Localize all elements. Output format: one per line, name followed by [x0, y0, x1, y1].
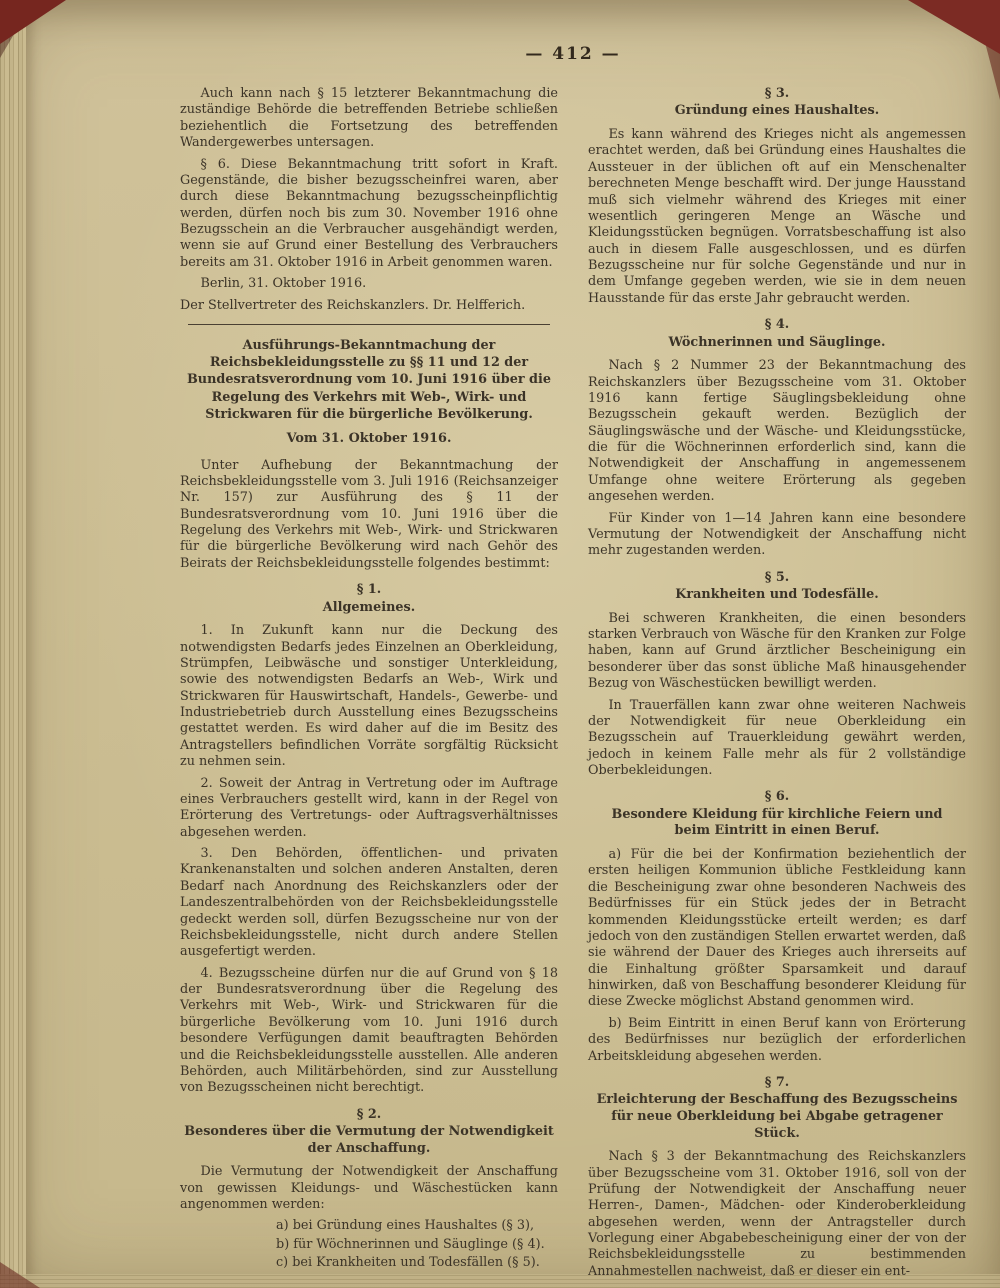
signature: Der Stellvertreter des Reichskanzlers. Dr. Helfferich. — [180, 297, 526, 313]
list-item: c) bei Krankheiten und Todesfällen (§ 5). — [276, 1255, 540, 1271]
paragraph: a) Für die bei der Konfirmation beziehentlich der ersten heiligen Kommunion übliche Festkleidung kann die Bescheinigung zwar ohne besonderen Nachweis des Bedürfnisses für ein Stück jedes der in Betracht kommenden Kleidungsstücke erteilt werden; es darf jedoch von den zuständigen Stellen erwartet werden, daß sie während der Dauer des Krieges auch ihrerseits auf die Einhaltung größter Sparsamkeit und darauf hinwirken, daß von Beschaffung besonderer Kleidung für diese Zwecke möglichst Abstand genommen wird. — [588, 847, 966, 1010]
paragraph: Nach § 3 der Bekanntmachung des Reichskanzlers über Bezugsscheine vom 31. Oktober 1916, soll von der Prüfung der Notwendigkeit der Anschaffung neuer Herren-, Damen-, Mädchen- oder Kinderoberkleidung abgesehen werden, wenn der Antragsteller durch Vorlegung einer Abgabebescheinigung einer der von der Reichsbekleidungsstelle zu bestimmenden Annahmestellen nachweist, daß er dieser ein ent- — [588, 1149, 966, 1279]
paragraph: Auch kann nach § 15 letzterer Bekanntmachung die zuständige Behörde die betreffenden Betriebe schließen beziehentlich die Fortsetzung des betreffenden Wandergewerbes untersagen. — [180, 86, 558, 151]
section-number: § 3. — [764, 86, 790, 101]
announcement-date: Vom 31. Oktober 1916. — [286, 431, 452, 447]
book-page-stack-left-edge — [0, 0, 26, 1288]
section-number: § 1. — [356, 582, 382, 598]
paragraph: 4. Bezugsscheine dürfen nur die auf Grund von § 18 der Bundesratsverordnung über die Regelung des Verkehrs mit Web-, Wirk- und Strickwaren für die bürgerliche Bevölkerung vom 10. Juni 1916 durch besondere Verfügungen damit beauftragten Behörden und die Reichsbekleidungsstelle ausstellen. Alle anderen Behörden, auch Militärbehörden, sind zur Ausstellung von Bezugsscheinen nicht berechtigt. — [180, 965, 558, 1096]
book-cover-corner-bottom-left — [0, 1262, 40, 1288]
section-heading: Allgemeines. — [322, 599, 416, 615]
section-heading: Besonderes über die Vermutung der Notwendigkeit der Anschaffung. — [184, 1124, 554, 1156]
right-column — [588, 86, 966, 1285]
two-column-text — [180, 86, 966, 1285]
list-item: a) bei Gründung eines Haushaltes (§ 3), — [276, 1218, 535, 1234]
page-number: — 412 — — [525, 44, 621, 64]
dateline: Berlin, 31. Oktober 1916. — [200, 276, 367, 292]
list-item: b) für Wöchnerinnen und Säuglinge (§ 4). — [276, 1236, 545, 1252]
section-heading: Erleichterung der Beschaffung des Bezugsscheins für neue Oberkleidung bei Abgabe getragener Stück. — [596, 1092, 958, 1141]
paragraph: b) Beim Eintritt in einen Beruf kann von Erörterung des Bedürfnisses nur bezüglich der erforderlichen Arbeitskleidung abgesehen werden. — [588, 1015, 966, 1064]
paragraph: § 6. Diese Bekanntmachung tritt sofort in Kraft. Gegenstände, die bisher bezugsscheinfrei waren, aber durch diese Bekanntmachung bezugsscheinpflichtig werden, dürfen noch bis zum 30. November 1916 ohne Bezugsschein an die Verbraucher ausgehändigt werden, wenn sie auf Grund einer Bestellung des Verbrauchers bereits am 31. Oktober 1916 in Arbeit genommen waren. — [180, 156, 558, 270]
paragraph: Bei schweren Krankheiten, die einen besonders starken Verbrauch von Wäsche für den Kranken zur Folge haben, kann auf Grund ärztlicher Bescheinigung ein besonderer über das sonst übliche Maß hinausgehender Bezug von Wäschestücken bewilligt werden. — [588, 610, 966, 692]
enumeration-list — [276, 1218, 558, 1271]
paragraph: Für Kinder von 1—14 Jahren kann eine besondere Vermutung der Notwendigkeit der Anschaffung nicht mehr zugestanden werden. — [588, 510, 966, 559]
divider — [188, 324, 550, 325]
paragraph: Die Vermutung der Notwendigkeit der Anschaffung von gewissen Kleidungs- und Wäschestücken kann angenommen werden: — [180, 1164, 558, 1213]
section-heading: Krankheiten und Todesfälle. — [675, 587, 879, 602]
page-content — [180, 44, 966, 1285]
section-heading: Besondere Kleidung für kirchliche Feiern und beim Eintritt in einen Beruf. — [611, 806, 943, 839]
section-number: § 6. — [764, 789, 790, 805]
section-number: § 5. — [764, 569, 790, 585]
paragraph: 3. Den Behörden, öffentlichen- und privaten Krankenanstalten und solchen anderen Anstalten, deren Bedarf nach Anordnung des Reichskanzlers oder der Landeszentralbehörden von der Reichsbekleidungsstelle gedeckt werden soll, dürfen Bezugsscheine nur von der Reichsbekleidungsstelle, nicht durch andere Stellen ausgefertigt werden. — [180, 846, 558, 960]
paragraph: 2. Soweit der Antrag in Vertretung oder im Auftrage eines Verbrauchers gestellt wird, kann in der Regel von Erörterung des Vertretungs- oder Auftragsverhältnisses abgesehen werden. — [180, 775, 558, 840]
section-number: § 2. — [356, 1106, 382, 1122]
book-cover-corner-top-left — [0, 0, 66, 44]
section-heading: Wöchnerinnen und Säuglinge. — [668, 334, 886, 350]
section-heading: Gründung eines Haushaltes. — [674, 103, 880, 119]
paragraph: In Trauerfällen kann zwar ohne weiteren Nachweis der Notwendigkeit für neue Oberkleidung ein Bezugsschein auf Trauerkleidung gewährt werden, jedoch in keinem Falle mehr als für 2 vollständige Oberbekleidungen. — [588, 697, 966, 778]
paragraph: 1. In Zukunft kann nur die Deckung des notwendigsten Bedarfs jedes Einzelnen an Oberkleidung, Strümpfen, Leibwäsche und sonstiger Unterkleidung, sowie des notwendigsten Bedarfs an Web-, Wirk und Strickwaren für Hauswirtschaft, Handels-, Gewerbe- und Industriebetrieb durch Ausstellung eines Bezugsscheins gestattet werden. Es wird daher auf die im Besitz des Antragstellers befindlichen Vorräte sorgfältig Rücksicht zu nehmen sein. — [180, 623, 558, 770]
section-number: § 4. — [764, 317, 790, 333]
paragraph: Es kann während des Krieges nicht als angemessen erachtet werden, daß bei Gründung eines Haushaltes die Aussteuer in der üblichen oft auf ein Menschenalter berechneten Menge beschafft wird. Der junge Hausstand muß sich vielmehr während des Krieges mit einer wesentlich geringeren Menge an Wäsche und Kleidungsstücken begnügen. Vorratsbeschaffung ist also auch in diesem Falle ausgeschlossen, und es dürfen Bezugsscheine nur für solche Gegenstände und nur in dem Umfange gegeben werden, wie sie in dem neuen Hausstande für das erste Jahr gebraucht werden. — [588, 127, 966, 306]
left-column — [180, 86, 558, 1274]
paragraph: Nach § 2 Nummer 23 der Bekanntmachung des Reichskanzlers über Bezugsscheine vom 31. Oktober 1916 kann fertige Säuglingsbekleidung ohne Bezugsschein gekauft werden. Bezüglich der Säuglingswäsche und der Wäsche- und Kleidungsstücke, die für die Wöchnerinnen erforderlich sind, kann die Notwendigkeit der Anschaffung in angemessenem Umfange ohne weitere Erörterung als gegeben angesehen werden. — [588, 358, 966, 505]
section-number: § 7. — [764, 1074, 790, 1090]
announcement-title: Ausführungs-Bekanntmachung der Reichsbekleidungsstelle zu §§ 11 und 12 der Bundesratsverordnung vom 10. Juni 1916 über die Regelung des Verkehrs mit Web-, Wirk- und Strickwaren für die bürgerliche Bevölkerung. — [186, 337, 551, 422]
paragraph: Unter Aufhebung der Bekanntmachung der Reichsbekleidungsstelle vom 3. Juli 1916 (Reichsanzeiger Nr. 157) zur Ausführung des § 11 der Bundesratsverordnung vom 10. Juni 1916 über die Regelung des Verkehrs mit Web-, Wirk- und Strickwaren für die bürgerliche Bevölkerung wird nach Gehör des Beirats der Reichsbekleidungsstelle folgendes bestimmt: — [180, 457, 558, 571]
